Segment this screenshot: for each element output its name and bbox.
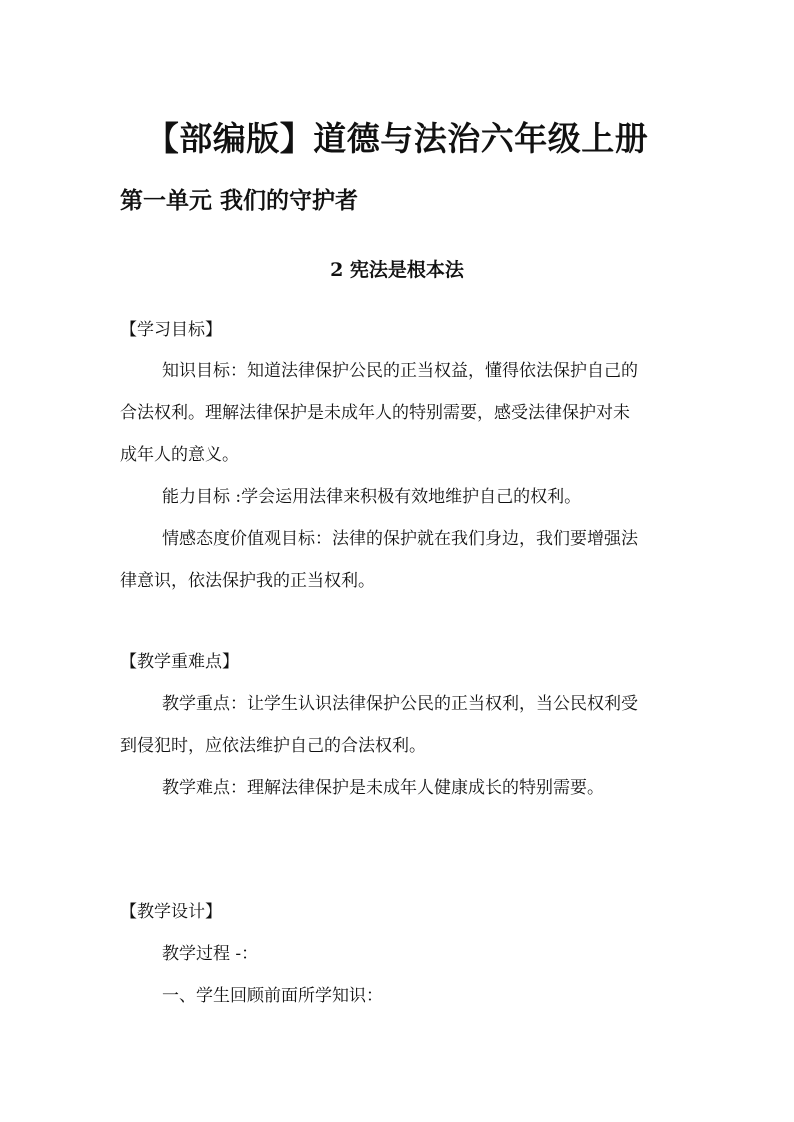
unit-title: 第一单元 我们的守护者	[120, 187, 359, 214]
teaching-difficulty: 教学难点：理解法律保护是未成年人健康成长的特别需要。	[162, 778, 604, 798]
process-step-1: 一、学生回顾前面所学知识：	[162, 986, 383, 1006]
key-points-heading: 【教学重难点】	[120, 652, 239, 672]
teaching-process: 教学过程 -：	[162, 944, 259, 964]
ability-objective: 能力目标 :学会运用法律来积极有效地维护自己的权利。	[162, 487, 582, 507]
emotion-objective: 情感态度价值观目标：法律的保护就在我们身边，我们要增强法律意识，依法保护我的正当权利。	[120, 529, 638, 591]
teaching-focus: 教学重点：让学生认识法律保护公民的正当权利，当公民权利受到侵犯时，应依法维护自己的合法权利。	[120, 694, 638, 756]
design-heading: 【教学设计】	[120, 902, 222, 922]
objectives-heading: 【学习目标】	[120, 320, 222, 340]
lesson-title: 2 宪法是根本法	[330, 259, 464, 281]
document-title: 【部编版】道德与法治六年级上册	[145, 119, 649, 158]
knowledge-objective: 知识目标：知道法律保护公民的正当权益，懂得依法保护自己的合法权利。理解法律保护是未成年人的特别需要，感受法律保护对未成年人的意义。	[120, 361, 638, 465]
